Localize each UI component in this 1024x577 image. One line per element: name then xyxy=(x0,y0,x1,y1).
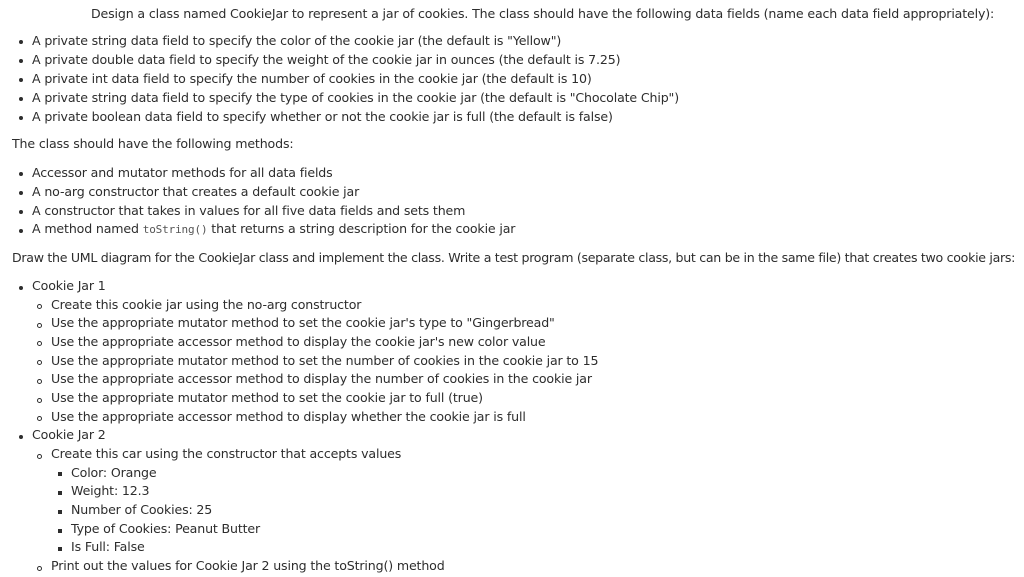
jar2-value: Weight: 12.3 xyxy=(71,483,150,498)
method-item: A constructor that takes in values for all five data fields and sets them xyxy=(32,203,466,218)
jar2-value: Is Full: False xyxy=(71,539,145,554)
jar1-title: Cookie Jar 1 xyxy=(32,278,106,293)
bullet-circle xyxy=(37,323,42,328)
jar1-step: Create this cookie jar using the no-arg constructor xyxy=(51,297,362,312)
tostring-suffix: that returns a string description for the cookie jar xyxy=(207,221,516,236)
jar2-title: Cookie Jar 2 xyxy=(32,427,106,442)
bullet-square xyxy=(58,510,62,514)
tostring-prefix: A method named xyxy=(32,221,143,236)
jar2-value: Type of Cookies: Peanut Butter xyxy=(71,521,261,536)
bullet-square xyxy=(58,529,62,533)
bullet-disc xyxy=(19,40,23,44)
field-item: A private string data field to specify the color of the cookie jar (the default is "Yellow") xyxy=(32,33,562,48)
bullet-circle xyxy=(37,360,42,365)
bullet-disc xyxy=(19,286,23,290)
bullet-disc xyxy=(19,97,23,101)
bullet-circle xyxy=(37,454,42,459)
tostring-code: toString() xyxy=(142,223,208,236)
method-item: A no-arg constructor that creates a default cookie jar xyxy=(32,184,360,199)
uml-instruction: Draw the UML diagram for the CookieJar class and implement the class. Write a test program (separate class, but can be in the same file) that creates two cookie jars: xyxy=(12,250,1016,265)
method-item-tostring xyxy=(32,221,515,238)
jar2-create-step: Create this car using the constructor that accepts values xyxy=(51,446,402,461)
methods-heading: The class should have the following methods: xyxy=(12,136,294,151)
jar1-step: Use the appropriate accessor method to display the number of cookies in the cookie jar xyxy=(51,371,592,386)
bullet-disc xyxy=(19,210,23,214)
method-item: Accessor and mutator methods for all data fields xyxy=(32,165,333,180)
bullet-circle xyxy=(37,379,42,384)
bullet-disc xyxy=(19,435,23,439)
bullet-circle xyxy=(37,341,42,346)
jar1-step: Use the appropriate mutator method to set the number of cookies in the cookie jar to 15 xyxy=(51,353,599,368)
jar2-print-step: Print out the values for Cookie Jar 2 using the toString() method xyxy=(51,558,445,573)
jar1-step: Use the appropriate mutator method to set the cookie jar's type to "Gingerbread" xyxy=(51,315,555,330)
field-item: A private string data field to specify the type of cookies in the cookie jar (the default is "Chocolate Chip") xyxy=(32,90,679,105)
bullet-disc xyxy=(19,229,23,233)
bullet-circle xyxy=(37,566,42,571)
bullet-disc xyxy=(19,116,23,120)
intro-text: Design a class named CookieJar to represent a jar of cookies. The class should have the following data fields (name each data field appropriately): xyxy=(91,6,995,21)
field-item: A private boolean data field to specify whether or not the cookie jar is full (the default is false) xyxy=(32,109,613,124)
field-item: A private double data field to specify the weight of the cookie jar in ounces (the default is 7.25) xyxy=(32,52,621,67)
bullet-circle xyxy=(37,416,42,421)
jar1-step: Use the appropriate accessor method to display whether the cookie jar is full xyxy=(51,409,526,424)
jar2-value: Color: Orange xyxy=(71,465,157,480)
jar1-step: Use the appropriate mutator method to set the cookie jar to full (true) xyxy=(51,390,483,405)
bullet-circle xyxy=(37,304,42,309)
bullet-disc xyxy=(19,172,23,176)
field-item: A private int data field to specify the number of cookies in the cookie jar (the default is 10) xyxy=(32,71,592,86)
bullet-square xyxy=(58,547,62,551)
bullet-disc xyxy=(19,78,23,82)
bullet-disc xyxy=(19,59,23,63)
jar1-step: Use the appropriate accessor method to display the cookie jar's new color value xyxy=(51,334,546,349)
bullet-disc xyxy=(19,191,23,195)
jar2-value: Number of Cookies: 25 xyxy=(71,502,213,517)
bullet-square xyxy=(58,472,62,476)
bullet-square xyxy=(58,491,62,495)
bullet-circle xyxy=(37,398,42,403)
